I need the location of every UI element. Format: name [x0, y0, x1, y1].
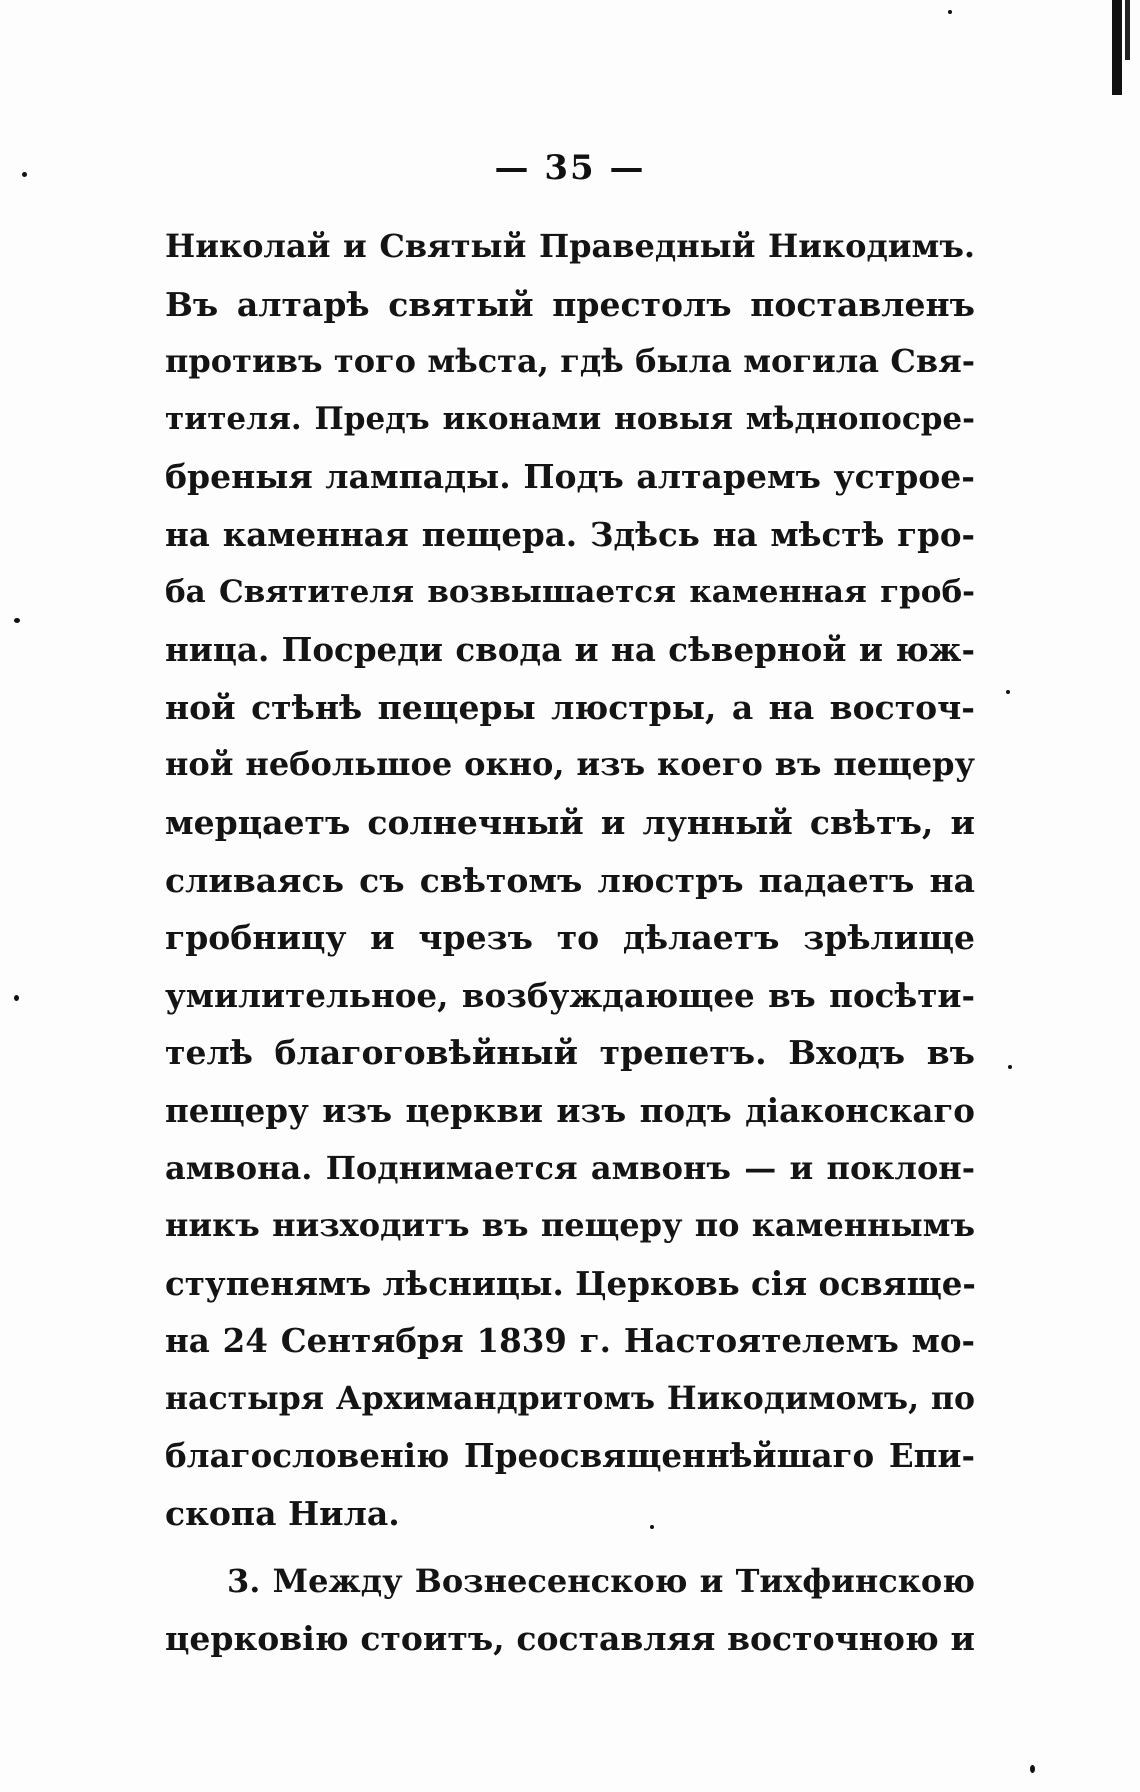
text-line: бреныя лампады. Подъ алтаремъ устрое- — [165, 457, 975, 497]
ink-speck — [14, 618, 20, 623]
ink-speck — [1030, 1765, 1035, 1773]
text-line: сливаясь съ свѣтомъ люстръ падаетъ на — [165, 860, 975, 900]
text-line: скопа Нила. — [165, 1494, 400, 1534]
page-edge-mark — [1112, 0, 1122, 95]
text-line: тителя. Предъ иконами новыя мѣднопосре- — [165, 400, 975, 437]
text-line: настыря Архимандритомъ Никодимомъ, по — [165, 1379, 975, 1417]
text-line: ба Святителя возвышается каменная гроб- — [165, 573, 975, 610]
text-line: амвона. Поднимается амвонъ — и поклон- — [165, 1148, 975, 1187]
paragraph — [165, 1553, 975, 1668]
text-line: противъ того мѣста, гдѣ была могила Свя- — [165, 342, 975, 381]
ink-speck — [1006, 690, 1010, 694]
text-line: 3. Между Вознесенскою и Тихфинскою — [227, 1561, 975, 1600]
text-line: Въ алтарѣ святый престолъ поставленъ — [165, 284, 975, 324]
text-line: на 24 Сентября 1839 г. Настоятелемъ мо- — [165, 1321, 975, 1361]
text-line: мерцаетъ солнечный и лунный свѣтъ, и — [165, 802, 975, 842]
ink-speck — [14, 995, 19, 1001]
ink-speck — [948, 10, 952, 14]
text-line: благословенію Преосвященнѣйшаго Епи- — [165, 1436, 975, 1476]
page-number: — 35 — — [494, 148, 646, 188]
text-line: телѣ благоговѣйный трепетъ. Входъ въ — [165, 1033, 975, 1073]
text-line: ступенямъ лѣсницы. Церковь сія освяще- — [165, 1263, 976, 1303]
text-line: никъ низходитъ въ пещеру по каменнымъ — [165, 1206, 975, 1245]
text-line: ница. Посреди свода и на сѣверной и юж- — [165, 630, 975, 670]
text-line: церковію стоитъ, составляя восточною и — [165, 1619, 975, 1659]
body-text — [165, 218, 975, 1668]
ink-speck — [1008, 1065, 1012, 1069]
text-line: ной небольшое окно, изъ коего въ пещеру — [165, 745, 975, 784]
text-line: гробницу и чрезъ то дѣлаетъ зрѣлище — [165, 918, 975, 958]
text-line: пещеру изъ церкви изъ подъ діаконскаго — [165, 1090, 975, 1130]
text-line: Николай и Святый Праведный Никодимъ. — [165, 227, 975, 265]
page-edge-mark — [1125, 0, 1130, 60]
paragraph — [165, 218, 975, 1543]
text-line: на каменная пещера. Здѣсь на мѣстѣ гро- — [165, 514, 975, 554]
text-line: умилительное, возбуждающее въ посѣти- — [165, 975, 975, 1015]
text-line: ной стѣнѣ пещеры люстры, а на восточ- — [165, 687, 975, 727]
